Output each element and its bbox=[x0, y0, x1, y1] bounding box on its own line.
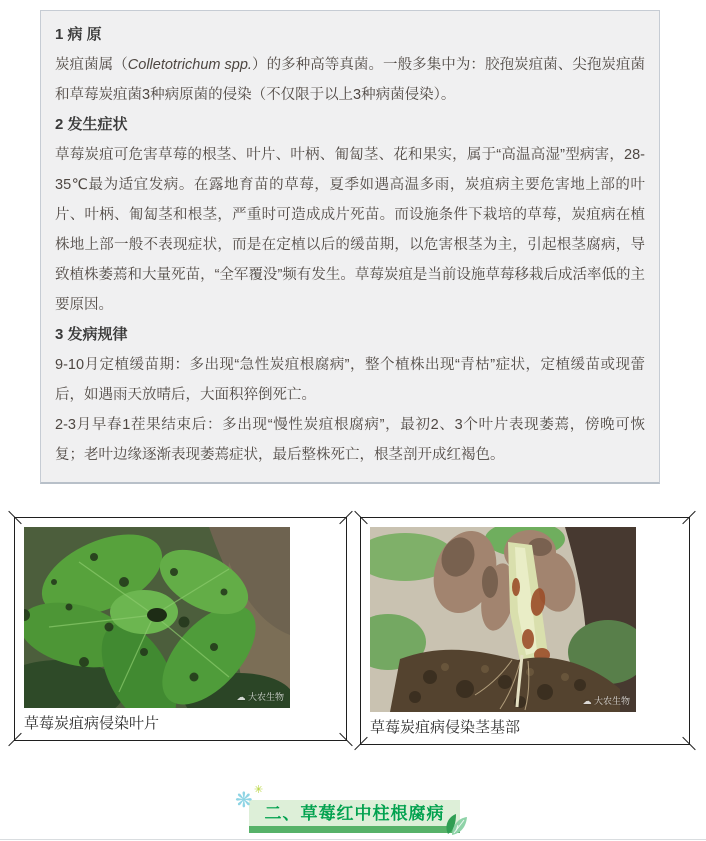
corner-mark-icon bbox=[339, 511, 352, 524]
stem-photo[interactable] bbox=[370, 527, 636, 712]
figure-caption: 草莓炭疽病侵染茎基部 bbox=[370, 719, 521, 736]
page-divider bbox=[0, 839, 706, 840]
text-run-post: ）的多种高等真菌。一般多集中为：胶孢炭疽菌、尖孢炭疽菌和草莓炭疽菌3种病原菌的侵染（不仅限于以上3种病菌侵染）。 bbox=[55, 57, 646, 103]
section-heading-pathogen: 1 病 原 bbox=[55, 26, 102, 43]
pattern-paragraph-autumn: 9-10月定植缓苗期：多出现“急性炭疽根腐病”，整个植株出现“青枯”症状，定植缓苗或现蕾后，如遇雨天放晴后，大面积猝倒死亡。 bbox=[55, 357, 645, 403]
leaf-photo[interactable] bbox=[24, 527, 290, 708]
leaf-icon bbox=[442, 810, 470, 836]
corner-mark-icon bbox=[682, 511, 695, 524]
corner-mark-icon bbox=[354, 737, 367, 750]
symptoms-paragraph: 草莓炭疽可危害草莓的根茎、叶片、叶柄、匍匐茎、花和果实，属于“高温高湿”型病害，28-35℃最为适宜发病。在露地育苗的草莓，夏季如遇高温多雨，炭疽病主要危害地上部的叶片、叶柄、匍匐茎和根茎，严重时可造成成片死苗。而设施条件下栽培的草莓，炭疽病在植株地上部一般不表现症状，而是在定植以后的缓苗期，以危害根茎为主，引起根茎腐病，导致植株萎蔫和大量死苗，“全军覆没”频有发生。草莓炭疽是当前设施草莓移栽后成活率低的主要原因。 bbox=[55, 147, 645, 313]
corner-mark-icon bbox=[682, 737, 695, 750]
figure-caption: 草莓炭疽病侵染叶片 bbox=[24, 715, 160, 732]
section-banner-red-stele bbox=[235, 784, 460, 833]
section-heading-symptoms: 2 发生症状 bbox=[55, 116, 128, 133]
figure-stem-infection bbox=[360, 517, 690, 745]
latin-species-name: Colletotrichum spp. bbox=[127, 57, 252, 73]
corner-mark-icon bbox=[8, 511, 21, 524]
corner-mark-icon bbox=[8, 733, 21, 746]
banner-title: 二、草莓红中柱根腐病 bbox=[264, 804, 445, 823]
pattern-paragraph-spring: 2-3月早春1茬果结束后：多出现“慢性炭疽根腐病”，最初2、3个叶片表现萎蔫，傍晚可恢复；老叶边缘逐渐表现萎蔫症状，最后整株死亡，根茎剖开成红褐色。 bbox=[55, 417, 645, 463]
section-heading-pattern: 3 发病规律 bbox=[55, 326, 128, 343]
sparkle-icon: ✳ bbox=[254, 784, 264, 796]
corner-mark-icon bbox=[339, 733, 352, 746]
figure-leaf-infection bbox=[14, 517, 347, 741]
photo-watermark: ☁ 大农生物 bbox=[582, 696, 630, 706]
disease-info-box bbox=[40, 10, 660, 484]
text-run-pre: 炭疽菌属（ bbox=[55, 57, 128, 73]
pathogen-paragraph bbox=[55, 50, 645, 110]
flower-icon: ❋ bbox=[235, 789, 253, 812]
corner-mark-icon bbox=[354, 511, 367, 524]
photo-watermark: ☁ 大农生物 bbox=[236, 692, 284, 702]
banner-underline bbox=[249, 826, 460, 833]
